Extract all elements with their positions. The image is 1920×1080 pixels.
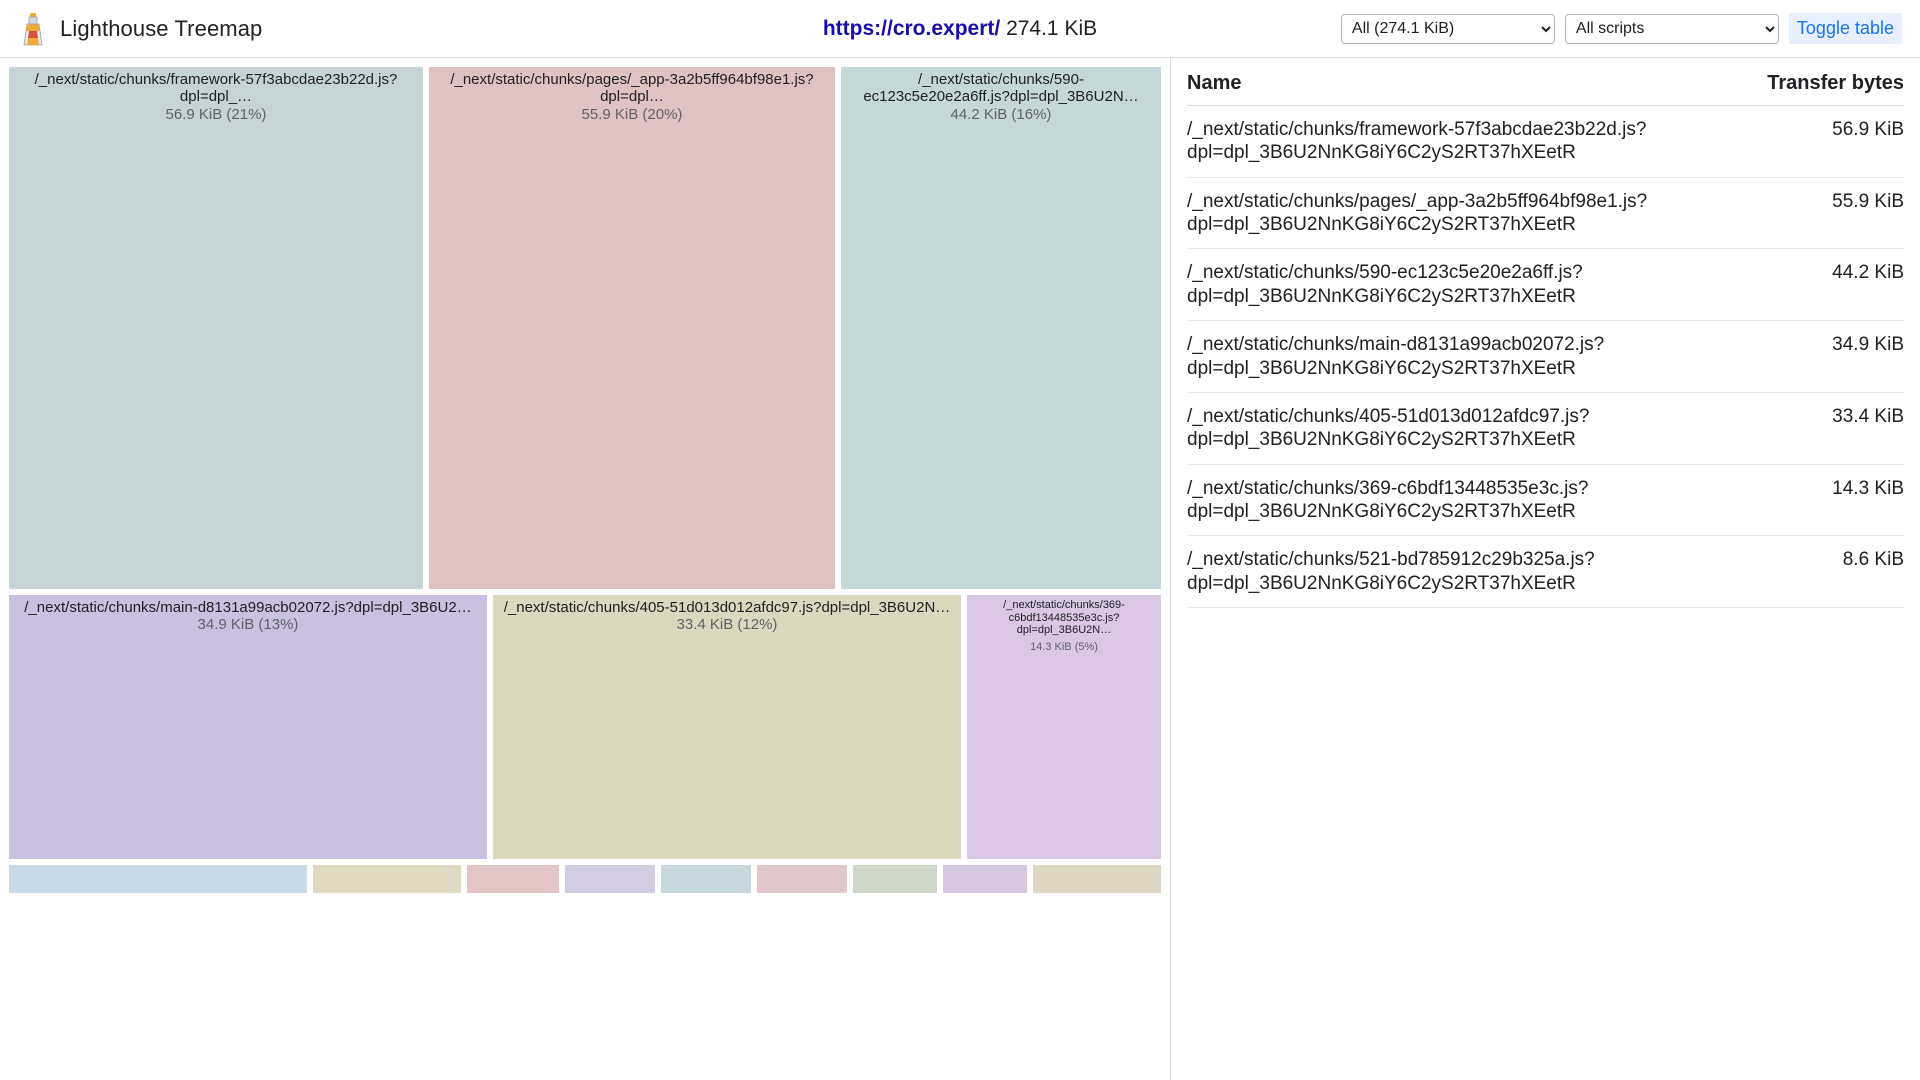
treemap-node[interactable] — [8, 594, 488, 860]
lighthouse-icon — [18, 12, 48, 46]
cell-transfer-bytes: 44.2 KiB — [1767, 249, 1904, 321]
cell-resource-name: /_next/static/chunks/590-ec123c5e20e2a6ff.js?dpl=dpl_3B6U2NnKG8iY6C2yS2RT37hXEetR — [1187, 249, 1767, 321]
treemap-canvas[interactable] — [0, 58, 1170, 1080]
cell-transfer-bytes: 33.4 KiB — [1767, 392, 1904, 464]
column-header-name[interactable]: Name — [1187, 58, 1767, 106]
column-header-transfer-bytes[interactable]: Transfer bytes — [1767, 58, 1904, 106]
treemap-node-label: /_next/static/chunks/405-51d013d012afdc97.js?dpl=dpl_3B6U2N… — [503, 599, 951, 616]
treemap-node[interactable] — [966, 594, 1162, 860]
treemap-node[interactable] — [942, 864, 1028, 894]
treemap-node-size: 55.9 KiB (20%) — [581, 105, 683, 123]
treemap-node[interactable] — [466, 864, 560, 894]
cell-resource-name: /_next/static/chunks/framework-57f3abcdae23b22d.js?dpl=dpl_3B6U2NnKG8iY6C2yS2RT37hXEetR — [1187, 106, 1767, 178]
treemap-node[interactable] — [1032, 864, 1162, 894]
table-row[interactable] — [1187, 249, 1904, 321]
treemap-node[interactable] — [428, 66, 836, 590]
treemap-node[interactable] — [660, 864, 752, 894]
table-header-row — [1187, 58, 1904, 106]
total-transfer-size: 274.1 KiB — [1006, 16, 1098, 40]
treemap-node-label: /_next/static/chunks/590-ec123c5e20e2a6ff.js?dpl=dpl_3B6U2N… — [863, 71, 1139, 106]
treemap-node-label: /_next/static/chunks/pages/_app-3a2b5ff964bf98e1.js?dpl=dpl… — [450, 71, 814, 106]
app-title: Lighthouse Treemap — [60, 15, 263, 41]
treemap-node[interactable] — [492, 594, 962, 860]
cell-transfer-bytes: 14.3 KiB — [1767, 464, 1904, 536]
table-row[interactable] — [1187, 536, 1904, 608]
cell-resource-name: /_next/static/chunks/main-d8131a99acb02072.js?dpl=dpl_3B6U2NnKG8iY6C2yS2RT37hXEetR — [1187, 321, 1767, 393]
cell-resource-name: /_next/static/chunks/369-c6bdf13448535e3c.js?dpl=dpl_3B6U2NnKG8iY6C2yS2RT37hXEetR — [1187, 464, 1767, 536]
treemap-node-label: /_next/static/chunks/main-d8131a99acb02072.js?dpl=dpl_3B6U2… — [24, 599, 472, 616]
bundle-select[interactable] — [1341, 14, 1555, 44]
treemap-node[interactable] — [8, 66, 424, 590]
table-row[interactable] — [1187, 177, 1904, 249]
cell-transfer-bytes: 34.9 KiB — [1767, 321, 1904, 393]
audited-url-link[interactable]: https://cro.expert/ — [822, 16, 1001, 40]
table-panel[interactable] — [1170, 58, 1920, 1080]
treemap-node[interactable] — [8, 864, 308, 894]
treemap-node-size: 34.9 KiB (13%) — [197, 616, 299, 634]
treemap-node[interactable] — [852, 864, 938, 894]
header-controls — [1341, 13, 1902, 44]
script-filter-select[interactable] — [1565, 14, 1779, 44]
table-body — [1187, 106, 1904, 608]
cell-resource-name: /_next/static/chunks/pages/_app-3a2b5ff964bf98e1.js?dpl=dpl_3B6U2NnKG8iY6C2yS2RT37hXEetR — [1187, 177, 1767, 249]
cell-resource-name: /_next/static/chunks/521-bd785912c29b325a.js?dpl=dpl_3B6U2NnKG8iY6C2yS2RT37hXEetR — [1187, 536, 1767, 608]
treemap-node-label: /_next/static/chunks/369-c6bdf13448535e3c.js?dpl=dpl_3B6U2N… — [1003, 599, 1125, 637]
body — [0, 58, 1920, 1080]
brand — [18, 12, 262, 46]
treemap-node[interactable] — [564, 864, 656, 894]
treemap-node-size: 56.9 KiB (21%) — [165, 105, 267, 123]
table-row[interactable] — [1187, 464, 1904, 536]
cell-transfer-bytes: 8.6 KiB — [1767, 536, 1904, 608]
table-row[interactable] — [1187, 321, 1904, 393]
treemap-node[interactable] — [756, 864, 848, 894]
treemap-node-size: 33.4 KiB (12%) — [676, 616, 778, 634]
treemap-node[interactable] — [840, 66, 1162, 590]
treemap-node-size: 14.3 KiB (5%) — [1030, 640, 1098, 653]
treemap-node[interactable] — [312, 864, 462, 894]
treemap-node-label: /_next/static/chunks/framework-57f3abcdae23b22d.js?dpl=dpl_… — [34, 71, 398, 106]
cell-transfer-bytes: 55.9 KiB — [1767, 177, 1904, 249]
table-row[interactable] — [1187, 106, 1904, 178]
toggle-table-button[interactable]: Toggle table — [1789, 13, 1902, 44]
table-row[interactable] — [1187, 392, 1904, 464]
treemap-node-size: 44.2 KiB (16%) — [950, 105, 1052, 123]
cell-transfer-bytes: 56.9 KiB — [1767, 106, 1904, 178]
resources-table — [1187, 58, 1904, 608]
cell-resource-name: /_next/static/chunks/405-51d013d012afdc97.js?dpl=dpl_3B6U2NnKG8iY6C2yS2RT37hXEetR — [1187, 392, 1767, 464]
app-header — [0, 0, 1920, 58]
